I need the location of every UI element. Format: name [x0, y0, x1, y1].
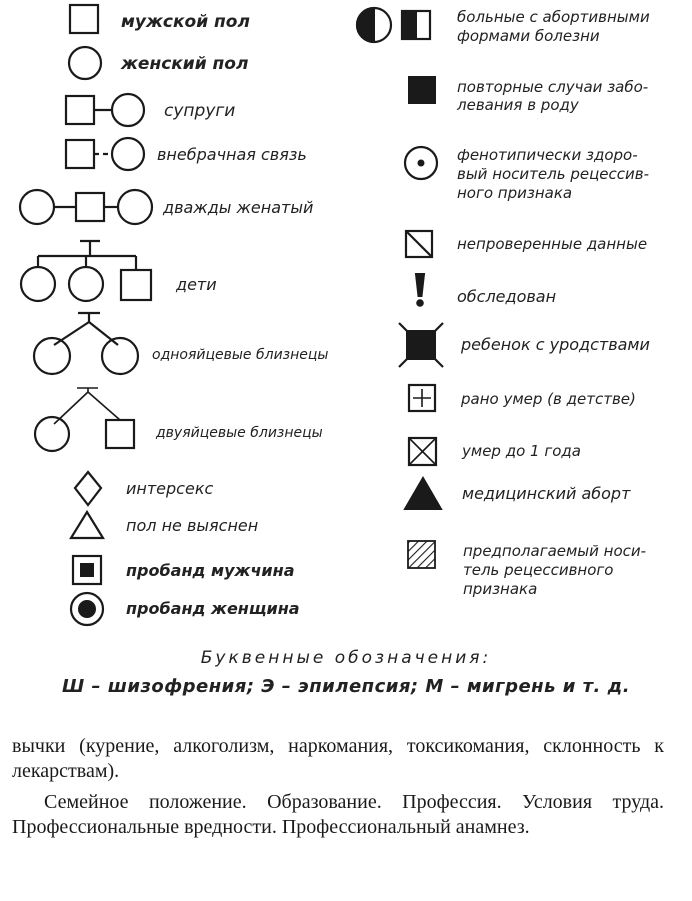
monozygotic-twins-label: однояйцевые близнецы	[152, 347, 329, 363]
proband-female-label: пробанд женщина	[126, 599, 300, 618]
abortion-label: медицинский аборт	[462, 484, 631, 503]
presumed-carrier-label: предполагаемый носи- тель рецессивного признака	[463, 542, 647, 598]
unverified-data-label: непроверенные данные	[457, 235, 648, 253]
sex-unknown-triangle-symbol	[71, 512, 103, 538]
male-label: мужской пол	[121, 12, 250, 32]
children-symbol	[21, 241, 151, 301]
repeated-cases-symbol	[409, 77, 435, 103]
body-paragraph-habits: вычки (курение, алкоголизм, наркомания, токсикомания, склонность к лекарствам).	[12, 735, 664, 782]
examined-label: обследован	[457, 287, 557, 306]
extramarital-label: внебрачная связь	[157, 145, 307, 164]
deformity-symbol	[399, 323, 443, 367]
letter-designations-title: Буквенные обозначения:	[200, 648, 492, 668]
children-label: дети	[176, 275, 217, 294]
extramarital-symbol	[66, 138, 144, 170]
died-infant-symbol	[409, 438, 436, 465]
female-label: женский пол	[121, 54, 249, 74]
letter-designations-list: Ш – шизофрения; Э – эпилепсия; М – мигрень и т. д.	[61, 676, 631, 697]
body-paragraph-social: Семейное положение. Образование. Профессия. Условия труда. Профессиональные вредности. Профессиональный анамнез.	[12, 791, 664, 838]
intersex-diamond-symbol	[75, 472, 101, 505]
sex-unknown-label: пол не выяснен	[126, 516, 259, 535]
proband-male-symbol	[73, 556, 101, 584]
monozygotic-twins-symbol	[34, 313, 138, 374]
male-square-symbol	[70, 5, 98, 33]
married-twice-label: дважды женатый	[163, 198, 314, 217]
spouses-label: супруги	[164, 101, 236, 121]
presumed-carrier-symbol	[408, 541, 435, 568]
female-circle-symbol	[69, 47, 101, 79]
repeated-cases-label: повторные случаи забо- левания в роду	[457, 78, 649, 114]
died-early-label: рано умер (в детстве)	[461, 390, 636, 408]
deformity-label: ребенок с уродствами	[461, 335, 650, 354]
spouses-symbol	[66, 94, 144, 126]
married-twice-symbol	[20, 190, 152, 224]
dizygotic-twins-label: двуяйцевые близнецы	[156, 425, 323, 441]
carrier-symbol	[405, 147, 437, 179]
abortive-forms-symbol	[357, 8, 430, 42]
carrier-label: фенотипически здоро- вый носитель рецессив- ного признака	[457, 146, 650, 202]
abortive-forms-label: больные с абортивными формами болезни	[457, 8, 650, 45]
dizygotic-twins-symbol	[35, 388, 134, 451]
proband-male-label: пробанд мужчина	[126, 561, 295, 580]
abortion-triangle-symbol	[405, 478, 441, 509]
intersex-label: интерсекс	[126, 479, 214, 498]
unverified-data-symbol	[406, 231, 432, 257]
died-early-symbol	[409, 385, 435, 411]
examined-exclamation-icon	[416, 274, 424, 306]
proband-female-symbol	[71, 593, 103, 625]
died-infant-label: умер до 1 года	[462, 442, 581, 460]
